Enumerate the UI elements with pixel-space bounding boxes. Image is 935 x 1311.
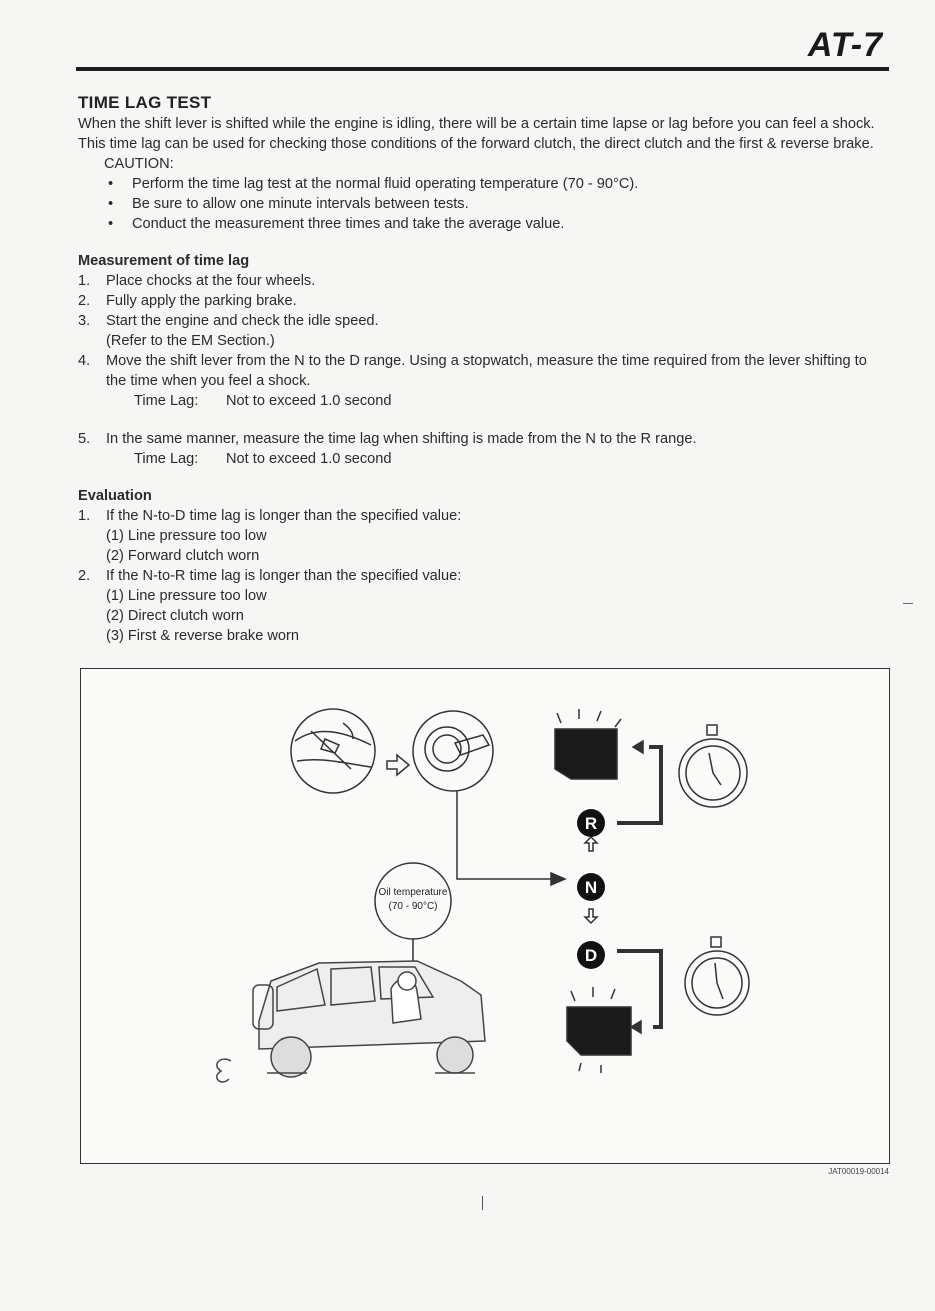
step-3 [78,311,890,351]
illustration-svg [81,669,889,1163]
evaluation-heading: Evaluation [78,488,152,504]
step-1 [78,271,890,291]
range-d-label: D [584,946,598,965]
step-text [106,311,890,351]
range-n-label: N [584,878,598,897]
arrow-head-icon [633,741,643,753]
shift-lever-hand-icon [291,709,375,793]
step-text: Place chocks at the four wheels. [106,273,316,289]
arrow-head-icon [631,1021,641,1033]
step-text: In the same manner, measure the time lag when shifting is made from the N to the R range. [106,431,697,447]
caution-item: • Perform the time lag test at the normal fluid operating temperature (70 - 90°C). [78,174,890,194]
step-5 [78,429,890,449]
oil-temp-label: Oil temperature [378,887,448,898]
arrow-right-icon [387,755,409,775]
item-number: 1. [78,508,91,524]
step-text: Move the shift lever from the N to the D range. Using a stopwatch, measure the time required from the lever shifting to the time when you feel a shock. [106,353,867,389]
page-number: AT-7 [807,26,883,64]
stopwatch-icon [679,725,747,807]
cause-item: (3) First & reverse brake worn [106,628,300,644]
item-number: 2. [78,568,91,584]
step-number: 5. [78,431,91,447]
vehicle-illustration [217,961,485,1082]
measurement-heading: Measurement of time lag [78,253,250,269]
caution-item: • Conduct the measurement three times and take the average value. [78,214,890,234]
caution-label: CAUTION: [104,156,174,172]
caution-list [78,174,890,234]
step-number: 1. [78,273,91,289]
step-text: Fully apply the parking brake. [106,293,297,309]
bracket-line [617,747,661,823]
step-number: 3. [78,313,91,329]
instrument-panel-icon [567,1007,631,1055]
oil-temp-range: (70 - 90°C) [388,901,438,912]
step-4 [78,351,890,391]
figure-code: JAT00019-00014 [828,1167,889,1176]
instrument-panel-icon [555,729,617,779]
cause-item: (1) Line pressure too low [106,588,267,604]
cause-item: (2) Direct clutch worn [106,608,244,624]
selector-lever-icon [413,711,493,791]
step-text-main: Start the engine and check the idle speed. [106,313,379,329]
spec-value: Not to exceed 1.0 second [226,451,392,467]
arrow-head-icon [551,873,565,885]
item-text: If the N-to-R time lag is longer than the specified value: [106,568,462,584]
step-2 [78,291,890,311]
evaluation-item-2 [78,566,890,586]
step-number: 2. [78,293,91,309]
time-lag-illustration [80,668,890,1164]
document-body [78,92,890,646]
item-text: If the N-to-D time lag is longer than the specified value: [106,508,462,524]
cause-item: (1) Line pressure too low [106,528,267,544]
header-rule [76,67,889,71]
spec-label: Time Lag: [134,393,199,409]
step-note: (Refer to the EM Section.) [106,333,275,349]
arrow-down-icon [585,909,597,923]
intro-paragraph: When the shift lever is shifted while the engine is idling, there will be a certain time lapse or lag before you can feel a shock. This time lag can be used for checking those conditions of the forward clutch, the direct clutch and the first & reverse brake. [78,116,875,152]
spec-value: Not to exceed 1.0 second [226,393,392,409]
bottom-mark [482,1196,483,1210]
margin-mark [903,603,913,604]
arrow-up-icon [585,837,597,851]
connector-line [457,791,551,879]
spec-label: Time Lag: [134,451,199,467]
stopwatch-icon [685,937,749,1015]
shock-lines [557,709,621,727]
section-title: TIME LAG TEST [78,93,212,112]
spec-line [78,449,890,469]
cause-item: (2) Forward clutch worn [106,548,260,564]
spec-line [78,391,890,411]
step-number: 4. [78,353,91,369]
range-r-label: R [584,814,598,833]
evaluation-item-1 [78,506,890,526]
caution-item: • Be sure to allow one minute intervals between tests. [78,194,890,214]
